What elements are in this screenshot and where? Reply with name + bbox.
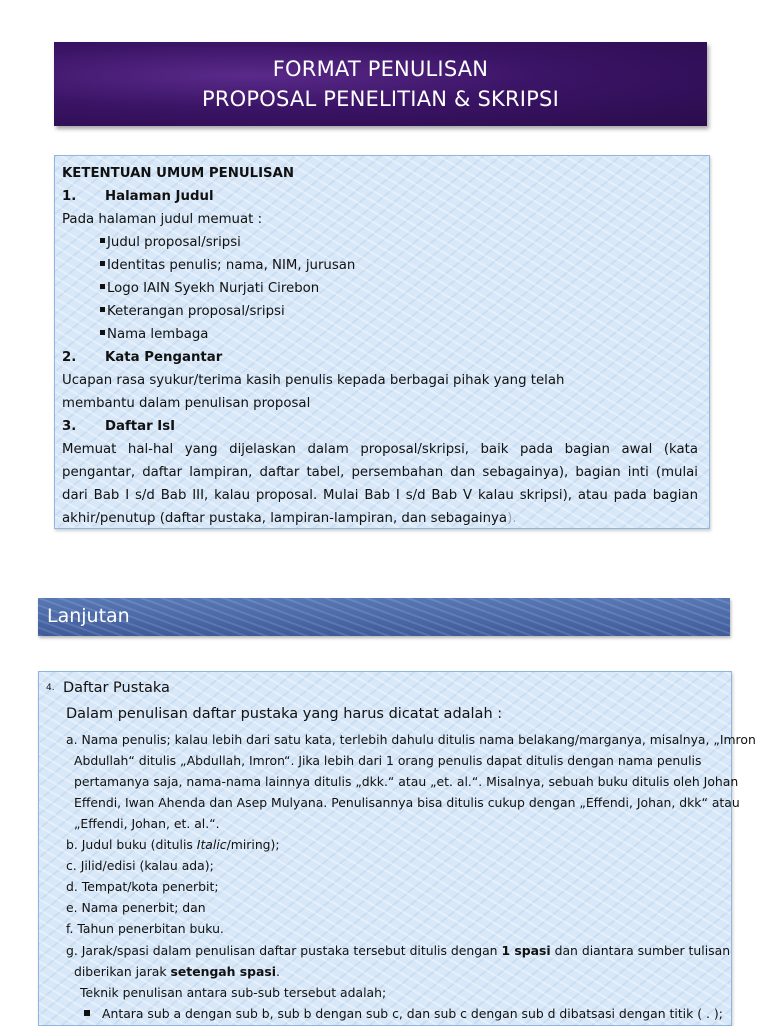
point-a-line-1: a. Nama penulis; kalau lebih dari satu kata, terlebih dahulu ditulis nama belakang/marganya, misalnya, „Imron	[66, 732, 756, 747]
point-a-line-4: Effendi, Iwan Ahenda dan Asep Mulyana. Penulisannya bisa ditulis cukup dengan „Effendi, Johan, dkk“ atau	[74, 795, 740, 810]
item-2-text-line-1: Ucapan rasa syukur/terima kasih penulis kepada berbagai pihak yang telah	[62, 373, 565, 388]
list-item: Judul proposal/sripsi	[100, 231, 241, 254]
item-3-heading	[62, 415, 175, 438]
item-2-number: 2.	[62, 350, 77, 365]
item-4-number: 4.	[46, 683, 55, 693]
bullet-icon	[100, 284, 105, 289]
point-a-line-3: pertamanya saja, nama-nama lainnya ditulis „dkk.“ atau „et. al.“. Misalnya, sebuah buku ditulis oleh Johan	[74, 774, 739, 789]
item-4-title: Daftar Pustaka	[63, 680, 170, 696]
technique-bullet: Antara sub a dengan sub b, sub b dengan sub c, dan sub c dengan sub d dibatsasi dengan titik ( . );	[84, 1003, 723, 1024]
item-4-intro: Dalam penulisan daftar pustaka yang harus dicatat adalah :	[66, 706, 503, 722]
item-3-paragraph: Memuat hal-hal yang dijelaskan dalam proposal/skripsi, baik pada bagian awal (kata pengantar, daftar lampiran, daftar tabel, persembahan dan sebagainya), bagian inti (mulai dari Bab I s/d Bab III, kalau proposal. Mulai Bab I s/d Bab V kalau skripsi), atau pada bagian akhir/penutup (daftar pustaka, lampiran-lampiran, dan sebagainya).	[62, 442, 698, 526]
point-a-line-5: „Effendi, Johan, et. al.“.	[74, 816, 220, 831]
list-item: Logo IAIN Syekh Nurjati Cirebon	[100, 277, 319, 300]
item-1-title: Halaman Judul	[105, 189, 214, 204]
item-1-number: 1.	[62, 189, 77, 204]
bullet-icon	[100, 261, 105, 266]
item-1-intro: Pada halaman judul memuat :	[62, 212, 263, 227]
title-line-2: PROPOSAL PENELITIAN & SKRIPSI	[202, 87, 559, 111]
point-e: e. Nama penerbit; dan	[66, 900, 206, 915]
point-g-line-1: g. Jarak/spasi dalam penulisan daftar pustaka tersebut ditulis dengan 1 spasi dan diantara sumber tulisan	[66, 943, 731, 958]
bullet-icon	[84, 1010, 90, 1016]
continuation-title: Lanjutan	[47, 605, 130, 627]
item-3-title: Daftar IsI	[105, 419, 176, 434]
item-2-title: Kata Pengantar	[105, 350, 223, 365]
list-item: Identitas penulis; nama, NIM, jurusan	[100, 254, 355, 277]
item-4-heading	[46, 677, 170, 699]
bullet-icon	[100, 307, 105, 312]
section-heading: KETENTUAN UMUM PENULISAN	[62, 166, 295, 181]
point-a-line-2: Abdullah“ ditulis „Abdullah, Imron“. Jika lebih dari 1 orang penulis dapat ditulis dengan nama penulis	[74, 753, 702, 768]
list-item: Nama lembaga	[100, 323, 208, 346]
item-3-number: 3.	[62, 419, 77, 434]
list-item: Keterangan proposal/sripsi	[100, 300, 285, 323]
bullet-icon	[100, 330, 105, 335]
item-2-text-line-2: membantu dalam penulisan proposal	[62, 396, 311, 411]
point-f: f. Tahun penerbitan buku.	[66, 921, 224, 936]
bullet-icon	[100, 238, 105, 243]
item-1-heading	[62, 185, 214, 208]
point-b: b. Judul buku (ditulis Italic/miring);	[66, 837, 280, 852]
point-g-line-2: diberikan jarak setengah spasi.	[74, 964, 280, 979]
point-c: c. Jilid/edisi (kalau ada);	[66, 858, 214, 873]
title-banner	[54, 42, 707, 126]
continuation-banner	[38, 598, 730, 636]
title-line-1: FORMAT PENULISAN	[272, 57, 489, 81]
item-2-heading	[62, 346, 222, 369]
point-d: d. Tempat/kota penerbit;	[66, 879, 219, 894]
technique-intro: Teknik penulisan antara sub-sub tersebut adalah;	[80, 985, 387, 1000]
